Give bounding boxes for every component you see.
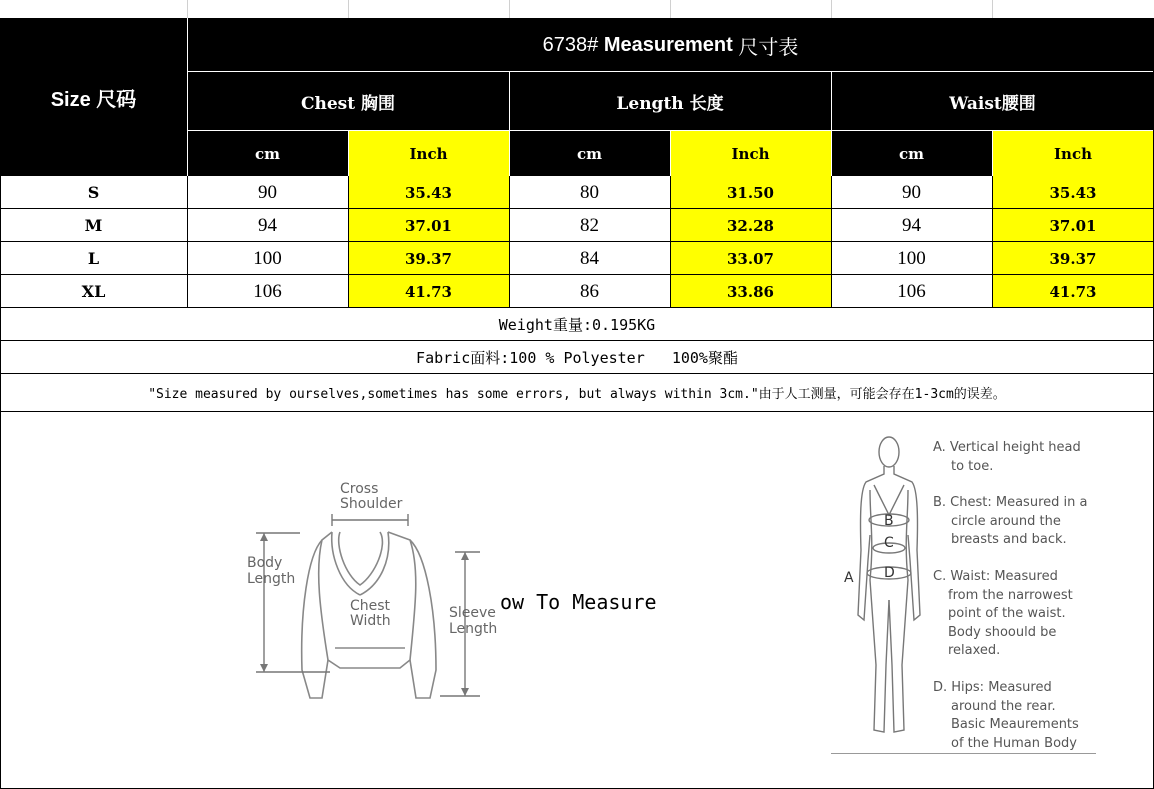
marker-b: B	[884, 513, 894, 529]
unit-header-chest-inch: Inch	[348, 131, 509, 176]
group-header-chest: Chest 胸围	[300, 94, 396, 114]
note-d: D. Hips: Measured around the rear. Basic Meaurements of the Human Body	[933, 680, 1079, 751]
unit-header-length-cm: cm	[576, 144, 602, 163]
cell-chest-cm: 94	[258, 214, 277, 236]
row-size-label: S	[87, 183, 100, 202]
label-sleeve-length: Length	[449, 621, 498, 637]
row-size-label: M	[84, 216, 103, 235]
cell-length-cm: 86	[580, 280, 599, 302]
note-a: A. Vertical height head to toe.	[933, 440, 1081, 474]
unit-header-length-inch: Inch	[670, 131, 831, 176]
body-diagram-baseline	[831, 753, 1096, 754]
cell-chest-cm: 90	[258, 181, 277, 203]
garment-diagram	[240, 470, 500, 705]
body-diagram	[836, 430, 931, 740]
weight-info: Weight重量:0.195KG	[498, 315, 656, 334]
label-body-length: Length	[247, 571, 296, 587]
cell-chest-inch: 37.01	[348, 209, 509, 242]
note-c: C. Waist: Measured from the narrowest point of the waist. Body shoould be relaxed.	[933, 569, 1073, 658]
cell-waist-inch: 37.01	[992, 209, 1154, 242]
label-body: Body	[247, 555, 283, 571]
cell-chest-inch: 39.37	[348, 242, 509, 275]
title-prefix: 6738#	[542, 33, 599, 56]
cell-length-cm: 80	[580, 181, 599, 203]
group-header-waist: Waist腰围	[949, 94, 1036, 114]
label-width: Width	[350, 613, 391, 629]
fabric-info: Fabric面料:100 % Polyester 100%聚酯	[416, 348, 738, 367]
marker-a: A	[844, 570, 854, 586]
measurement-note: "Size measured by ourselves,sometimes has some errors, but always within 3cm."由于人工测量，可能会存在1-3cm的误差。	[148, 387, 1006, 402]
note-b: B. Chest: Measured in a circle around the breasts and back.	[933, 495, 1088, 547]
human-body-icon	[858, 437, 920, 732]
cell-waist-cm: 106	[897, 280, 926, 302]
marker-c: C	[884, 535, 894, 551]
label-sleeve: Sleeve	[449, 605, 496, 621]
cell-length-cm: 82	[580, 214, 599, 236]
cell-waist-inch: 39.37	[992, 242, 1154, 275]
cell-waist-cm: 90	[902, 181, 921, 203]
cell-chest-cm: 106	[253, 280, 282, 302]
cell-length-inch: 33.86	[670, 275, 831, 308]
cell-length-cm: 84	[580, 247, 599, 269]
cell-chest-inch: 41.73	[348, 275, 509, 308]
label-chest: Chest	[350, 598, 391, 614]
row-size-label: L	[87, 249, 100, 268]
cell-length-inch: 31.50	[670, 176, 831, 209]
how-to-measure-title: ow To Measure	[500, 590, 657, 614]
top-grid-strip	[0, 0, 1154, 18]
size-column-header: Size 尺码	[50, 88, 137, 111]
title-suffix: 尺寸表	[738, 36, 799, 59]
unit-header-waist-cm: cm	[898, 144, 924, 163]
row-size-label: XL	[81, 282, 106, 301]
cell-waist-cm: 100	[897, 247, 926, 269]
label-shoulder: Shoulder	[340, 496, 403, 512]
unit-header-chest-cm: cm	[254, 144, 280, 163]
cell-waist-inch: 41.73	[992, 275, 1154, 308]
cell-waist-inch: 35.43	[992, 176, 1154, 209]
marker-d: D	[884, 565, 895, 581]
title-bold: Measurement	[603, 33, 733, 56]
label-cross: Cross	[340, 481, 379, 497]
table-title	[187, 18, 1154, 72]
group-header-length: Length 长度	[616, 94, 724, 114]
cell-chest-cm: 100	[253, 247, 282, 269]
cell-length-inch: 32.28	[670, 209, 831, 242]
unit-header-waist-inch: Inch	[992, 131, 1154, 176]
cell-length-inch: 33.07	[670, 242, 831, 275]
cell-waist-cm: 94	[902, 214, 921, 236]
cell-chest-inch: 35.43	[348, 176, 509, 209]
